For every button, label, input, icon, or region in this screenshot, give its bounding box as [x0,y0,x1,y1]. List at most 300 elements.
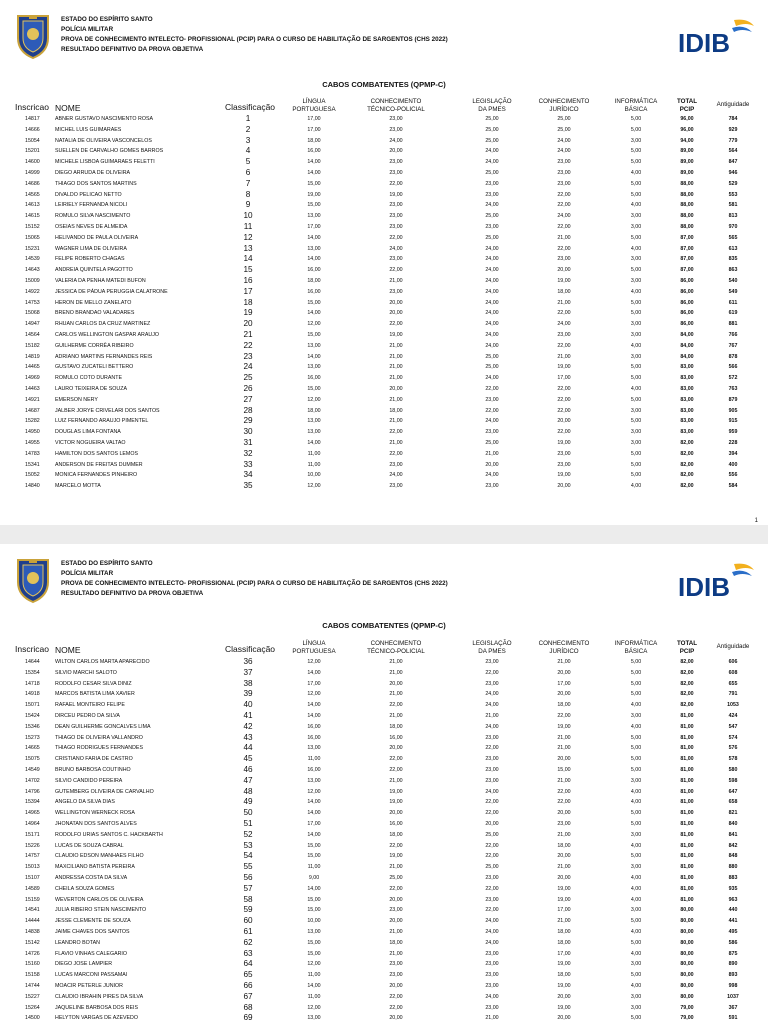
cell-legislacao: 23,00 [485,1004,499,1011]
cell-lingua-portuguesa: 13,00 [307,429,321,436]
col-conhecimento-tecnico: CONHECIMENTO TÉCNICO-POLICIAL [367,640,425,655]
table-row [0,438,768,449]
cell-informatica: 3,00 [630,224,642,230]
cell-informatica: 4,00 [630,723,642,730]
cell-classificacao: 38 [243,678,253,688]
cell-legislacao: 24,00 [485,691,499,698]
cell-classificacao: 8 [245,189,251,199]
cell-classificacao: 68 [243,1002,253,1012]
cell-total-pcip: 83,00 [680,375,694,382]
cell-antiguidade: 658 [728,799,738,806]
cell-legislacao: 24,00 [485,202,499,209]
cell-inscricao: 14666 [25,126,40,133]
table-row [0,384,768,395]
cell-conhecimento-tecnico: 22,00 [389,234,403,241]
cell-nome: DOUGLAS LIMA FONTANA [55,429,121,436]
cell-legislacao: 23,00 [485,483,499,490]
cell-antiguidade: 529 [728,180,738,187]
cell-inscricao: 15264 [25,1004,40,1011]
cell-inscricao: 15107 [25,875,40,881]
cell-classificacao: 22 [243,340,253,350]
cell-nome: THIAGO DOS SANTOS MARTINS [55,180,137,187]
cell-antiguidade: 813 [728,213,738,220]
cell-nome: THIAGO DE OLIVEIRA VALLANDRO [55,734,143,741]
cell-total-pcip: 80,00 [680,983,694,989]
cell-antiguidade: 580 [728,767,738,773]
cell-nome: BRENO BRANDAO VALADARES [55,310,135,317]
cell-informatica: 3,00 [630,137,642,144]
cell-nome: ANDRESSA COSTA DA SILVA [55,875,128,881]
cell-nome: CLAUDIO IBRAHIN PIRES DA SILVA [55,993,144,1000]
cell-total-pcip: 89,00 [680,170,694,176]
table-row [0,319,768,330]
cell-informatica: 5,00 [630,126,642,133]
cell-classificacao: 39 [243,689,253,699]
cell-informatica: 5,00 [630,450,642,457]
cell-nome: EMERSON NERY [55,396,98,403]
cell-conhecimento-tecnico: 24,00 [389,245,403,252]
cell-informatica: 5,00 [630,810,642,817]
table-row [0,190,768,201]
cell-conhecimento-tecnico: 19,00 [389,332,403,338]
col-total-pcip: TOTAL PCIP [676,98,698,113]
cell-conhecimento-tecnico: 20,00 [389,810,403,817]
cell-legislacao: 24,00 [485,342,499,349]
cell-inscricao: 14840 [25,483,40,490]
table-row [0,460,768,471]
cell-conhecimento-juridico: 18,00 [557,702,571,709]
cell-total-pcip: 87,00 [680,256,694,263]
cell-lingua-portuguesa: 14,00 [307,256,321,263]
cell-total-pcip: 81,00 [680,875,694,881]
cell-lingua-portuguesa: 13,00 [307,364,321,371]
cell-informatica: 3,00 [630,332,642,338]
cell-classificacao: 47 [243,775,253,785]
cell-antiguidade: 863 [728,267,738,274]
header-exam: PROVA DE CONHECIMENTO INTELECTO- PROFISSIONAL (PCIP) PARA O CURSO DE HABILITAÇÃO DE SARGENTOS (CHS 2022) [61,580,448,587]
cell-inscricao: 14463 [25,386,40,392]
cell-conhecimento-tecnico: 21,00 [389,669,403,676]
cell-conhecimento-juridico: 23,00 [557,332,571,338]
cell-legislacao: 21,00 [485,713,499,719]
cell-conhecimento-tecnico: 23,00 [389,126,403,133]
cell-nome: WAGNER LIMA DE OLIVEIRA [55,245,127,252]
cell-conhecimento-juridico: 19,00 [557,961,571,968]
col-total-pcip: TOTAL PCIP [676,640,698,655]
col-informatica: INFORMÁTICA BÁSICA [614,640,658,655]
cell-total-pcip: 83,00 [680,364,694,371]
cell-antiguidade: 791 [728,691,738,698]
cell-legislacao: 24,00 [485,375,499,382]
cell-classificacao: 34 [243,470,253,480]
cell-legislacao: 24,00 [485,332,499,338]
cell-lingua-portuguesa: 12,00 [307,659,321,665]
cell-inscricao: 15227 [25,993,40,1000]
cell-classificacao: 4 [245,146,251,156]
cell-nome: MAXCILIANO BATISTA PEREIRA [55,864,135,871]
cell-antiguidade: 547 [728,723,738,730]
cell-conhecimento-juridico: 19,00 [557,885,571,892]
cell-nome: HAMILTON DOS SANTOS LEMOS [55,450,139,457]
cell-conhecimento-juridico: 18,00 [557,842,571,849]
table-row [0,470,768,481]
cell-conhecimento-juridico: 17,00 [557,680,571,687]
cell-nome: FELIPE ROBERTO CHAGAS [55,256,125,263]
cell-classificacao: 27 [243,394,253,404]
cell-conhecimento-juridico: 19,00 [557,723,571,730]
header-dept: POLÍCIA MILITAR [61,570,114,577]
cell-conhecimento-tecnico: 21,00 [389,353,403,360]
cell-nome: DIEGO ARRUDA DE OLIVEIRA [55,170,131,176]
cell-total-pcip: 87,00 [680,267,694,274]
cell-legislacao: 25,00 [485,126,499,133]
table-row [0,743,768,754]
cell-lingua-portuguesa: 14,00 [307,713,321,719]
cell-antiguidade: 970 [728,224,738,230]
cell-conhecimento-juridico: 22,00 [557,386,571,392]
cell-total-pcip: 88,00 [680,224,694,230]
cell-inscricao: 15231 [25,245,40,252]
cell-conhecimento-tecnico: 21,00 [389,440,403,446]
cell-nome: JESSICA DE PÁDUA PERUGGIA CALATRONE [55,288,168,295]
cell-conhecimento-tecnico: 23,00 [389,256,403,263]
cell-informatica: 4,00 [630,950,642,957]
cell-legislacao: 23,00 [485,756,499,763]
cell-lingua-portuguesa: 11,00 [307,993,321,1000]
cell-total-pcip: 82,00 [680,472,694,479]
cell-inscricao: 14783 [25,450,40,457]
cell-legislacao: 24,00 [485,472,499,479]
cell-lingua-portuguesa: 18,00 [307,407,321,414]
table-row [0,905,768,916]
cell-lingua-portuguesa: 12,00 [307,396,321,403]
cell-conhecimento-juridico: 22,00 [557,396,571,403]
cell-conhecimento-tecnico: 21,00 [389,418,403,425]
cell-conhecimento-tecnico: 21,00 [389,777,403,784]
col-conhecimento-juridico: CONHECIMENTO JURÍDICO [538,640,590,655]
cell-antiguidade: 591 [728,1015,738,1022]
cell-antiguidade: 875 [728,950,738,957]
cell-total-pcip: 81,00 [680,745,694,752]
cell-classificacao: 42 [243,721,253,731]
table-row [0,808,768,819]
cell-conhecimento-tecnico: 19,00 [389,191,403,198]
cell-conhecimento-juridico: 18,00 [557,929,571,935]
table-row [0,222,768,233]
cell-total-pcip: 81,00 [680,767,694,773]
cell-total-pcip: 84,00 [680,353,694,360]
cell-nome: CRISTIANO FARIA DE CASTRO [55,756,133,763]
cell-legislacao: 22,00 [485,669,499,676]
cell-total-pcip: 83,00 [680,407,694,414]
cell-antiguidade: 574 [728,734,738,741]
cell-conhecimento-juridico: 25,00 [557,126,571,133]
cell-conhecimento-tecnico: 23,00 [389,213,403,220]
cell-nome: JULIA RIBEIRO STEIN NASCIMENTO [55,907,147,914]
table-row [0,200,768,211]
cell-lingua-portuguesa: 17,00 [307,116,321,122]
cell-conhecimento-tecnico: 20,00 [389,680,403,687]
cell-nome: VICTOR NOGUEIRA VALTAO [55,440,126,446]
cell-classificacao: 25 [243,373,253,383]
cell-total-pcip: 88,00 [680,202,694,209]
table-row [0,395,768,406]
cell-antiguidade: 400 [728,461,738,468]
cell-classificacao: 52 [243,829,253,839]
cell-conhecimento-juridico: 23,00 [557,461,571,468]
cell-conhecimento-tecnico: 21,00 [389,929,403,935]
cell-conhecimento-juridico: 15,00 [557,767,571,773]
cell-conhecimento-juridico: 24,00 [557,148,571,155]
cell-classificacao: 65 [243,970,253,980]
cell-nome: LUCAS MARCONI PASSAMAI [55,972,128,979]
cell-informatica: 4,00 [630,483,642,490]
cell-inscricao: 15424 [25,713,40,719]
cell-legislacao: 24,00 [485,918,499,925]
cell-total-pcip: 81,00 [680,842,694,849]
cell-inscricao: 14838 [25,929,40,935]
cell-nome: HELIVANDO DE PAULA OLIVEIRA [55,234,139,241]
cell-inscricao: 15054 [25,137,40,144]
cell-inscricao: 15226 [25,842,40,849]
cell-lingua-portuguesa: 12,00 [307,483,321,490]
cell-antiguidade: 367 [728,1004,738,1011]
cell-legislacao: 25,00 [485,364,499,371]
table-row [0,657,768,668]
cell-inscricao: 14549 [25,767,40,773]
cell-conhecimento-tecnico: 20,00 [389,299,403,306]
table-row [0,851,768,862]
table-row [0,797,768,808]
cell-legislacao: 23,00 [485,777,499,784]
cell-total-pcip: 80,00 [680,929,694,935]
cell-lingua-portuguesa: 14,00 [307,170,321,176]
cell-conhecimento-juridico: 20,00 [557,853,571,860]
table-row [0,765,768,776]
cell-conhecimento-tecnico: 16,00 [389,821,403,827]
cell-total-pcip: 81,00 [680,896,694,903]
cell-legislacao: 23,00 [485,659,499,665]
col-conhecimento-juridico: CONHECIMENTO JURÍDICO [538,98,590,113]
cell-conhecimento-juridico: 22,00 [557,788,571,795]
cell-lingua-portuguesa: 11,00 [307,461,321,468]
cell-legislacao: 22,00 [485,745,499,752]
cell-legislacao: 23,00 [485,767,499,773]
cell-lingua-portuguesa: 15,00 [307,202,321,209]
table-row [0,125,768,136]
cell-lingua-portuguesa: 14,00 [307,983,321,989]
cell-legislacao: 25,00 [485,234,499,241]
cell-legislacao: 23,00 [485,429,499,436]
col-lingua-portuguesa: LÍNGUA PORTUGUESA [292,98,336,113]
cell-classificacao: 67 [243,991,253,1001]
cell-informatica: 5,00 [630,853,642,860]
table-row [0,157,768,168]
table-row [0,211,768,222]
cell-conhecimento-juridico: 22,00 [557,342,571,349]
cell-conhecimento-juridico: 20,00 [557,810,571,817]
cell-conhecimento-tecnico: 23,00 [389,224,403,230]
cell-lingua-portuguesa: 15,00 [307,299,321,306]
cell-nome: JESSE CLEMENTE DE SOUZA [55,918,131,925]
cell-lingua-portuguesa: 12,00 [307,961,321,968]
cell-nome: RAFAEL MONTEIRO FELIPE [55,702,125,709]
cell-conhecimento-juridico: 22,00 [557,799,571,806]
header-dept: POLÍCIA MILITAR [61,26,114,33]
cell-legislacao: 23,00 [485,680,499,687]
cell-total-pcip: 81,00 [680,777,694,784]
cell-conhecimento-tecnico: 18,00 [389,723,403,730]
cell-inscricao: 14613 [25,202,40,209]
cell-inscricao: 15182 [25,342,40,349]
cell-nome: DIRCEU PEDRO DA SILVA [55,713,120,719]
cell-lingua-portuguesa: 15,00 [307,907,321,914]
cell-inscricao: 14718 [25,680,40,687]
table-row [0,276,768,287]
cell-total-pcip: 86,00 [680,321,694,328]
cell-total-pcip: 89,00 [680,148,694,155]
cell-informatica: 5,00 [630,659,642,665]
cell-conhecimento-tecnico: 21,00 [389,364,403,371]
cell-conhecimento-juridico: 24,00 [557,213,571,220]
cell-legislacao: 25,00 [485,116,499,122]
cell-classificacao: 33 [243,459,253,469]
table-row [0,244,768,255]
cell-antiguidade: 586 [728,939,738,946]
cell-total-pcip: 87,00 [680,234,694,241]
cell-informatica: 5,00 [630,918,642,925]
col-antiguidade: Antiguidade [716,101,750,108]
cell-conhecimento-tecnico: 19,00 [389,799,403,806]
cell-conhecimento-juridico: 19,00 [557,983,571,989]
cell-lingua-portuguesa: 13,00 [307,745,321,752]
page-gap [0,525,768,544]
cell-classificacao: 37 [243,667,253,677]
cell-lingua-portuguesa: 13,00 [307,418,321,425]
cell-inscricao: 14686 [25,180,40,187]
table-row [0,992,768,1003]
cell-total-pcip: 96,00 [680,116,694,122]
cell-classificacao: 49 [243,797,253,807]
cell-classificacao: 61 [243,927,253,936]
table-row [0,1003,768,1014]
cell-conhecimento-tecnico: 23,00 [389,288,403,295]
cell-legislacao: 21,00 [485,450,499,457]
cell-antiguidade: 394 [728,450,738,457]
cell-informatica: 3,00 [630,961,642,968]
cell-informatica: 4,00 [630,983,642,989]
cell-legislacao: 24,00 [485,993,499,1000]
cell-inscricao: 15394 [25,799,40,806]
header-org: ESTADO DO ESPÍRITO SANTO [61,560,153,567]
cell-nome: MONICA FERNANDES PINHEIRO [55,472,138,479]
cell-conhecimento-tecnico: 23,00 [389,116,403,122]
cell-informatica: 5,00 [630,461,642,468]
cell-inscricao: 14796 [25,788,40,795]
cell-informatica: 3,00 [630,440,642,446]
cell-conhecimento-juridico: 18,00 [557,288,571,295]
cell-antiguidade: 440 [728,907,738,914]
cell-total-pcip: 83,00 [680,429,694,436]
cell-classificacao: 43 [243,732,253,742]
cell-informatica: 4,00 [630,896,642,903]
cell-nome: GUSTAVO ZUCATELI BETTERO [55,364,134,371]
table-row [0,449,768,460]
cell-lingua-portuguesa: 15,00 [307,386,321,392]
cell-legislacao: 23,00 [485,734,499,741]
cell-total-pcip: 82,00 [680,659,694,665]
cell-conhecimento-tecnico: 22,00 [389,1004,403,1011]
cell-classificacao: 11 [243,222,253,231]
cell-antiguidade: 784 [728,116,738,122]
cell-informatica: 5,00 [630,734,642,741]
document-header [61,15,448,55]
table-row [0,136,768,147]
cell-antiguidade: 606 [728,659,738,665]
cell-legislacao: 24,00 [485,723,499,730]
cell-lingua-portuguesa: 12,00 [307,1004,321,1011]
cell-informatica: 4,00 [630,202,642,209]
cell-conhecimento-tecnico: 24,00 [389,472,403,479]
cell-lingua-portuguesa: 17,00 [307,126,321,133]
cell-legislacao: 25,00 [485,440,499,446]
cell-total-pcip: 81,00 [680,756,694,763]
cell-lingua-portuguesa: 16,00 [307,767,321,773]
cell-conhecimento-juridico: 22,00 [557,224,571,230]
cell-classificacao: 31 [243,438,253,447]
table-row [0,427,768,438]
cell-classificacao: 57 [243,883,253,893]
cell-legislacao: 24,00 [485,788,499,795]
cell-legislacao: 24,00 [485,418,499,425]
cell-nome: DIVALDO PELICAO NETTO [55,191,122,198]
cell-classificacao: 54 [243,851,253,861]
cell-antiguidade: 881 [728,321,738,328]
cell-informatica: 5,00 [630,1015,642,1022]
cell-conhecimento-tecnico: 22,00 [389,885,403,892]
cell-nome: ANDERSON DE FREITAS DUMMER [55,461,143,468]
cell-legislacao: 23,00 [485,972,499,979]
cell-lingua-portuguesa: 13,00 [307,245,321,252]
table-row [0,679,768,690]
cell-informatica: 4,00 [630,842,642,849]
cell-inscricao: 15065 [25,234,40,241]
cell-antiguidade: 540 [728,278,738,284]
cell-inscricao: 14921 [25,396,40,403]
cell-legislacao: 24,00 [485,256,499,263]
cell-conhecimento-juridico: 22,00 [557,245,571,252]
cell-antiguidade: 495 [728,929,738,935]
cell-conhecimento-tecnico: 21,00 [389,659,403,665]
cell-conhecimento-juridico: 23,00 [557,821,571,827]
cell-classificacao: 36 [243,657,253,666]
cell-total-pcip: 82,00 [680,691,694,698]
cell-total-pcip: 80,00 [680,993,694,1000]
cell-classificacao: 66 [243,981,253,990]
cell-antiguidade: 581 [728,202,738,209]
cell-legislacao: 23,00 [485,180,499,187]
cell-conhecimento-juridico: 21,00 [557,745,571,752]
cell-total-pcip: 80,00 [680,972,694,979]
cell-lingua-portuguesa: 13,00 [307,777,321,784]
cell-antiguidade: 1037 [727,993,739,1000]
cell-inscricao: 15142 [25,939,40,946]
cell-lingua-portuguesa: 11,00 [307,450,321,457]
cell-legislacao: 23,00 [485,896,499,903]
cell-conhecimento-tecnico: 21,00 [389,713,403,719]
cell-nome: OSEIAS NEVES DE ALMEIDA [55,224,128,230]
cell-lingua-portuguesa: 18,00 [307,278,321,284]
